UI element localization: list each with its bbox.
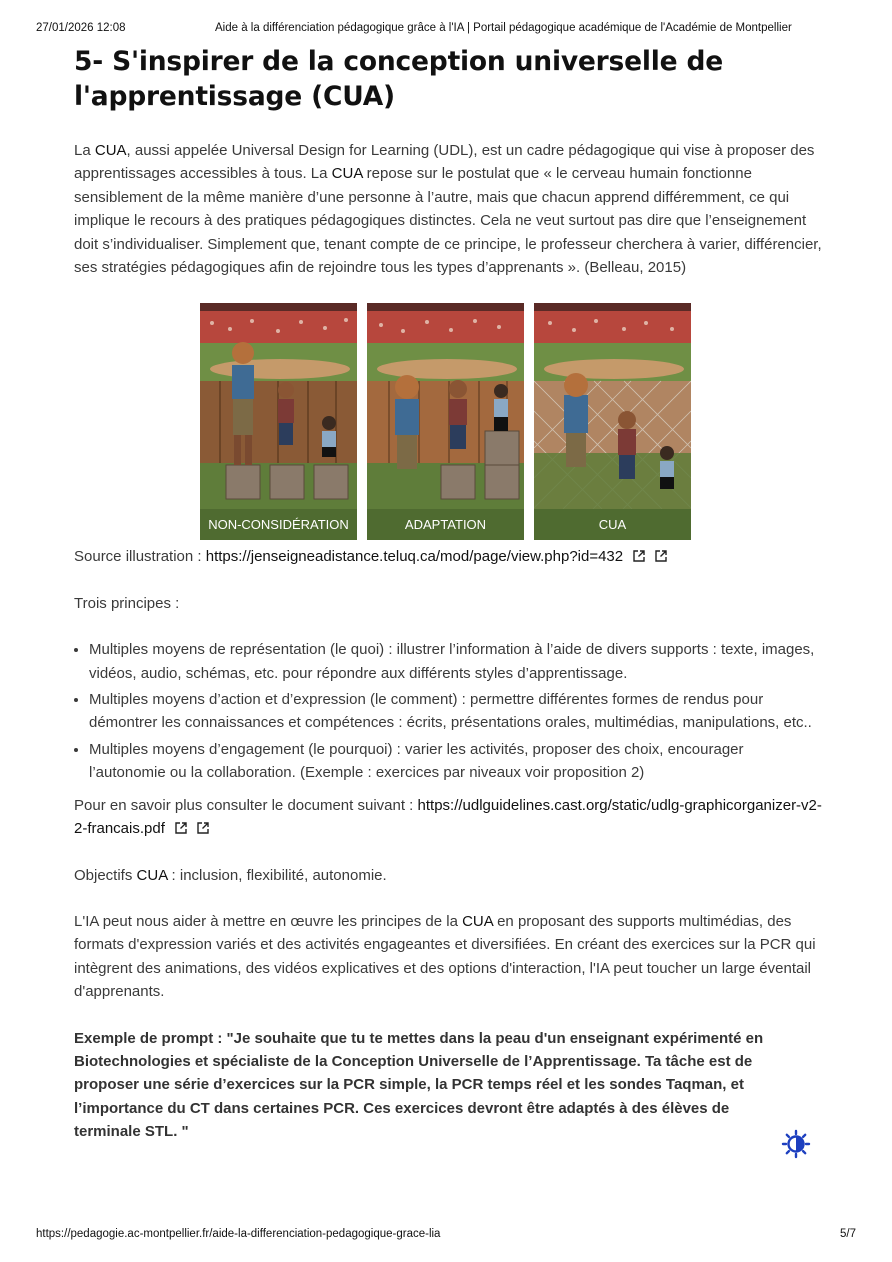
- intro-text-1: La: [74, 142, 95, 159]
- print-footer: [36, 1228, 856, 1244]
- print-page-title: Aide à la différenciation pédagogique grâce à l'IA | Portail pédagogique académique de l'Académie de Montpellier: [215, 22, 792, 34]
- prompt-example: Exemple de prompt : "Je souhaite que tu te mettes dans la peau d'un enseignant expérimenté en Biotechnologies et spécialiste de la Conception Universelle de l’Apprentissage. Ta tâche est de proposer une série d’exercices sur la PCR simple, la PCR temps réel et les sondes Taqman, et l’importance du CT dans certaines PCR. Ces exercices devront être adaptés à des élèves de terminale STL. ": [74, 1029, 764, 1141]
- illustration-panel-cua: [534, 303, 691, 540]
- article-content: [74, 44, 822, 1144]
- ia-text-2: en proposant des supports multimédias, des formats d'expression variés et des activités engageantes et diversifiées. En créant des exercices sur la PCR qui intègrent des animations, des vidéos explicatives et des options d'interaction, l'IA peut toucher un large éventail d'apprenants.: [74, 912, 816, 1001]
- external-link-icon[interactable]: [197, 818, 209, 830]
- objectives-paragraph: [74, 864, 822, 887]
- panel-label-adaptation: ADAPTATION: [404, 517, 487, 533]
- ia-paragraph: [74, 910, 822, 1004]
- principles-list: [74, 638, 822, 784]
- intro-text-3: repose sur le postulat que « le cerveau humain fonctionne sensiblement de la même manière d’une personne à l’autre, mais que chacun apprend différemment, ce qui implique le recours à des pratiques pédagogiques distinctes. Cela ne veut surtout pas dire que l’enseignement doit s’individualiser. Simplement que, tenant compte de ce principe, le professeur cherchera à varier, différencier, ses stratégies pédagogiques afin de rejoindre tous les types d’apprenants ». (Belleau, 2015): [74, 165, 822, 277]
- illustration-panel-non-consideration: [200, 303, 357, 540]
- source-line: [74, 545, 822, 568]
- objectives-text-1: Objectifs: [74, 866, 137, 884]
- cua-abbr: CUA: [94, 142, 127, 159]
- cua-abbr: CUA: [331, 165, 363, 183]
- cua-abbr: CUA: [462, 912, 493, 930]
- list-item: • Multiples moyens de représentation (le quoi) : illustrer l’information à l’aide de divers supports : texte, images, vidéos, audio, schémas, etc. pour répondre aux différents styles d’apprentissage.: [89, 638, 822, 685]
- cua-illustration: [200, 303, 822, 540]
- cua-abbr: CUA: [136, 866, 168, 884]
- external-link-icon[interactable]: [175, 818, 187, 830]
- learn-more-line: [74, 794, 822, 841]
- source-label: Source illustration :: [74, 548, 206, 566]
- external-link-icon[interactable]: [633, 546, 645, 558]
- source-link[interactable]: https://jenseigneadistance.teluq.ca/mod/page/view.php?id=432: [205, 548, 624, 566]
- contrast-icon: [781, 1129, 811, 1159]
- udl-guidelines-link[interactable]: https://udlguidelines.cast.org/static/udlg-graphicorganizer-v2-2-francais.pdf: [74, 796, 822, 838]
- objectives-text-2: : inclusion, flexibilité, autonomie.: [167, 866, 387, 884]
- contrast-toggle-button[interactable]: [780, 1128, 812, 1160]
- learn-more-label: Pour en savoir plus consulter le document suivant :: [74, 796, 418, 814]
- intro-paragraph: [74, 139, 822, 279]
- panel-label-cua: CUA: [598, 517, 627, 533]
- section-heading: 5- S'inspirer de la conception universelle de l'apprentissage (CUA): [74, 46, 723, 112]
- list-item: • Multiples moyens d’action et d’expression (le comment) : permettre différentes formes de rendus pour démontrer les connaissances et compétences : écrits, présentations orales, multimédias, manipulations, etc..: [89, 688, 822, 735]
- page-number: 5/7: [840, 1228, 856, 1240]
- illustration-panel-adaptation: [367, 303, 524, 540]
- list-item: • Multiples moyens d’engagement (le pourquoi) : varier les activités, proposer des choix, encourager l’autonomie ou la collaboration. (Exemple : exercices par niveaux voir proposition 2): [89, 738, 822, 785]
- panel-label-non-consideration: NON-CONSIDÉRATION: [208, 517, 349, 533]
- ia-text-1: L'IA peut nous aider à mettre en œuvre les principes de la: [74, 912, 463, 930]
- principles-title: Trois principes :: [74, 594, 180, 612]
- external-link-icon[interactable]: [655, 546, 667, 558]
- intro-text-2: , aussi appelée Universal Design for Learning (UDL), est un cadre pédagogique qui vise à proposer des apprentissages accessibles à tous. La: [74, 142, 815, 183]
- print-datetime: 27/01/2026 12:08: [36, 22, 126, 34]
- print-header: [36, 22, 856, 38]
- print-footer-url: https://pedagogie.ac-montpellier.fr/aide-la-differenciation-pedagogique-grace-lia: [36, 1228, 441, 1240]
